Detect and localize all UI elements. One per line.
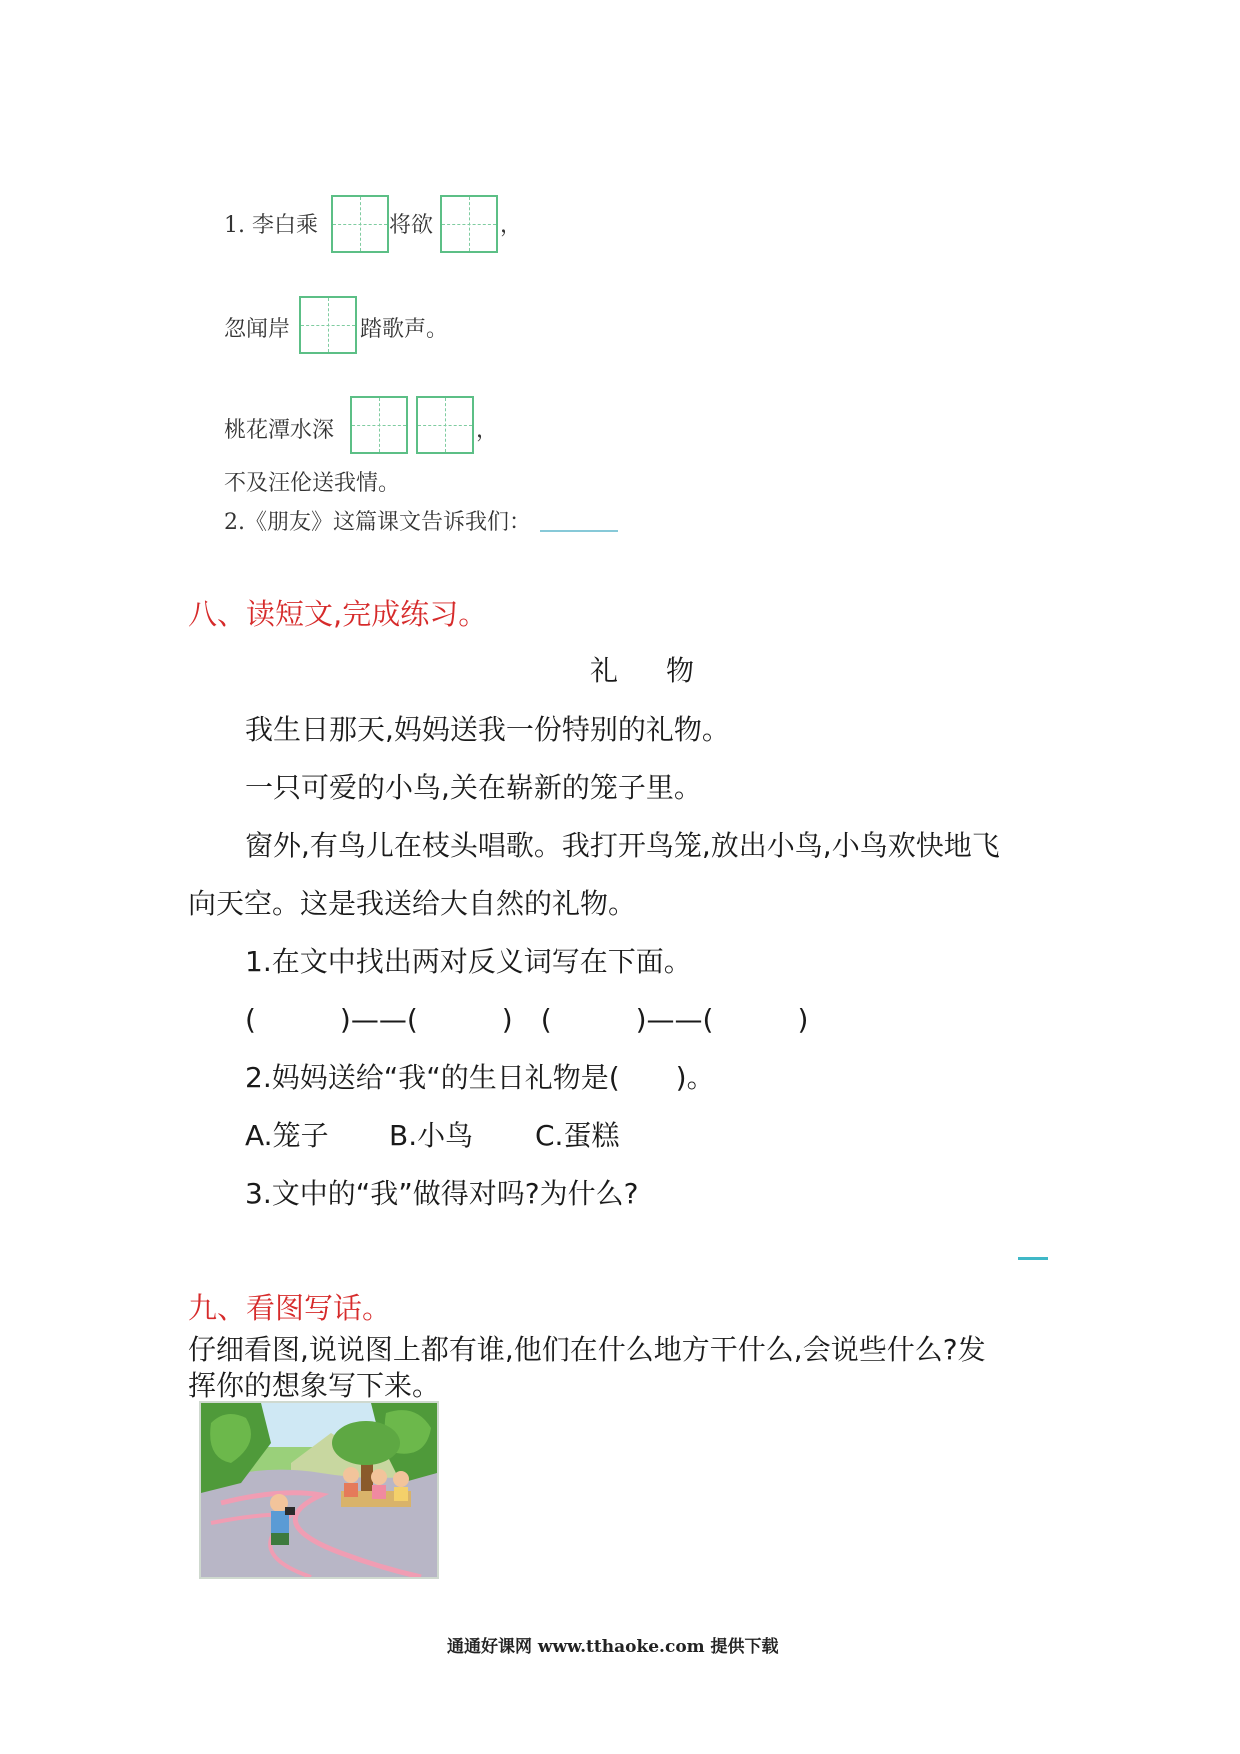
option-c[interactable]: C.蛋糕 [535,1119,620,1152]
q1-line3-prefix: 桃花潭水深 [224,418,335,443]
tian-grid-box-5[interactable] [416,396,474,454]
q1-line1-mid: 将欲 [389,213,434,238]
question-3: 3.文中的“我”做得对吗?为什么? [245,1177,639,1210]
q1-line3-end: ， [476,418,499,443]
q1-line2-end: 踏歌声。 [360,317,449,342]
park-scene-image [201,1403,437,1577]
question-1-blanks[interactable]: ( )——( ) ( )——( ) [245,1003,809,1036]
section9-instruction-line1: 仔细看图,说说图上都有谁,他们在什么地方干什么,会说些什么?发 [188,1333,986,1366]
q1-line4: 不及汪伦送我情。 [224,471,401,496]
passage-para3-line2: 向天空。这是我送给大自然的礼物。 [188,887,637,920]
picture-illustration [199,1401,439,1579]
tian-grid-box-2[interactable] [440,195,498,253]
passage-title: 礼物 [590,654,743,687]
question-1: 1.在文中找出两对反义词写在下面。 [245,945,692,978]
section9-heading: 九、看图写话。 [188,1291,392,1325]
option-a[interactable]: A.笼子 [245,1119,329,1152]
question-2: 2.妈妈送给“我“的生日礼物是( )。 [245,1061,715,1094]
section8-heading: 八、读短文,完成练习。 [188,597,488,631]
q1-line1-end: ， [500,213,523,238]
option-b[interactable]: B.小鸟 [389,1119,474,1152]
tian-grid-box-1[interactable] [331,195,389,253]
passage-para3-line1: 窗外,有鸟儿在枝头唱歌。我打开鸟笼,放出小鸟,小鸟欢快地飞 [245,829,1000,862]
tian-grid-box-4[interactable] [350,396,408,454]
section9-instruction-line2: 挥你的想象写下来。 [188,1369,441,1402]
q2-prompt: 2.《朋友》这篇课文告诉我们： [224,510,531,535]
passage-para1: 我生日那天,妈妈送我一份特别的礼物。 [245,713,730,746]
answer-mark [1018,1257,1048,1260]
q1-line1-prefix: 1. 李白乘 [224,213,318,238]
passage-para2: 一只可爱的小鸟,关在崭新的笼子里。 [245,771,702,804]
footer-credit: 通通好课网 www.tthaoke.com 提供下载 [447,1637,779,1657]
q1-line2-prefix: 忽闻岸 [224,317,291,342]
q2-answer-line[interactable] [540,530,618,532]
tian-grid-box-3[interactable] [299,296,357,354]
